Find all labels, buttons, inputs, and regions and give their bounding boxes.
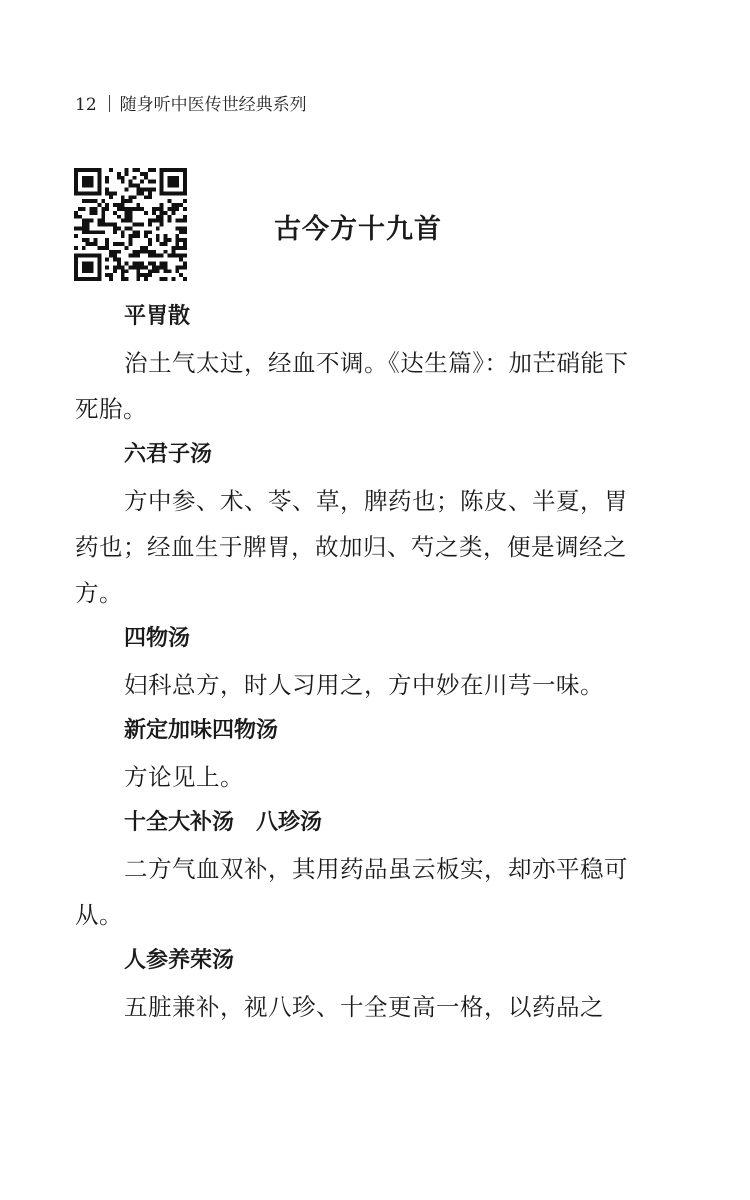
recipe-name: 人参养荣汤 xyxy=(124,948,235,973)
recipe-name: 新定加味四物汤 xyxy=(124,718,279,743)
recipe-name: 四物汤 xyxy=(124,626,191,651)
page-number: 12 xyxy=(75,95,97,115)
recipe-name: 十全大补汤 八珍汤 xyxy=(124,810,323,835)
recipe-text: 二方气血双补，其用药品虽云板实，却亦平稳可从。 xyxy=(75,855,628,929)
recipe-name: 六君子汤 xyxy=(124,442,213,467)
series-title: 随身听中医传世经典系列 xyxy=(119,95,307,115)
recipe-text: 方论见上。 xyxy=(124,763,244,791)
recipe-text: 方中参、术、苓、草，脾药也；陈皮、半夏，胃药也；经血生于脾胃，故加归、芍之类，便是调经之方。 xyxy=(75,487,628,607)
header-divider xyxy=(109,95,110,112)
recipe-list xyxy=(75,294,651,1030)
recipe-text: 妇科总方，时人习用之，方中妙在川芎一味。 xyxy=(124,671,604,699)
qr-code[interactable] xyxy=(74,168,187,281)
recipe-text: 五脏兼补，视八珍、十全更高一格，以药品之 xyxy=(124,993,604,1021)
section-title: 古今方十九首 xyxy=(274,214,442,245)
recipe-text: 治土气太过，经血不调。《达生篇》：加芒硝能下死胎。 xyxy=(75,349,629,423)
qr-code-icon xyxy=(74,168,187,281)
running-header xyxy=(75,93,307,117)
recipe-name: 平胃散 xyxy=(124,304,191,329)
